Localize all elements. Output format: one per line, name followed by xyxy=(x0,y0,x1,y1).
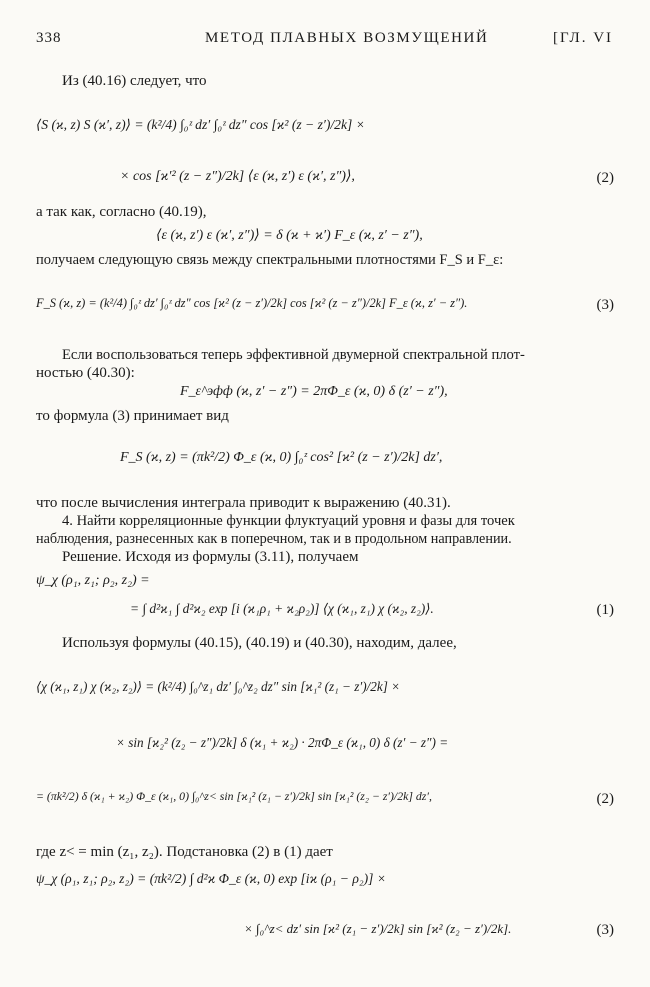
equation-number: (2) xyxy=(596,170,614,186)
text-line: а так как, согласно (40.19), xyxy=(36,204,207,220)
formula-line: × ∫₀^z< dz′ sin [ϰ² (z₁ − z′)/2k] sin [ϰ² (z₂ − z′)/2k]. xyxy=(244,921,512,936)
formula-line: F_S (ϰ, z) = (πk²/2) Φ_ε (ϰ, 0) ∫₀ᶻ cos² [ϰ² (z − z′)/2k] dz′, xyxy=(120,450,443,465)
formula-line: = ∫ d²ϰ₁ ∫ d²ϰ₂ exp [i (ϰ₁ρ₁ + ϰ₂ρ₂)] ⟨χ (ϰ₁, z₁) χ (ϰ₂, z₂)⟩. xyxy=(130,601,434,616)
text-line: 4. Найти корреляционные функции флуктуаций уровня и фазы для точек xyxy=(62,513,515,529)
equation-number: (1) xyxy=(596,602,614,618)
text-line: что после вычисления интеграла приводит к выражению (40.31). xyxy=(36,495,451,511)
text-line: Из (40.16) следует, что xyxy=(62,73,207,89)
text-line: получаем следующую связь между спектральными плотностями F_S и F_ε: xyxy=(36,252,504,268)
formula-line: ⟨ε (ϰ, z′) ε (ϰ′, z″)⟩ = δ (ϰ + ϰ′) F_ε (ϰ, z′ − z″), xyxy=(156,228,423,243)
running-title: МЕТОД ПЛАВНЫХ ВОЗМУЩЕНИЙ xyxy=(205,30,489,46)
text-line: наблюдения, разнесенных как в поперечном, так и в продольном направлении. xyxy=(36,531,512,547)
equation-number: (3) xyxy=(596,297,614,313)
equation-number: (3) xyxy=(596,922,614,938)
formula-line: F_ε^эфф (ϰ, z′ − z″) = 2πΦ_ε (ϰ, 0) δ (z′ − z″), xyxy=(180,384,448,399)
chapter-label: [ГЛ. VI xyxy=(553,30,614,46)
text-line: где z< = min (z₁, z₂). Подстановка (2) в (1) дает xyxy=(36,844,333,860)
formula-line: ⟨χ (ϰ₁, z₁) χ (ϰ₂, z₂)⟩ = (k²/4) ∫₀^z₁ dz′ ∫₀^z₂ dz″ sin [ϰ₁² (z₁ − z′)/2k] × xyxy=(36,679,401,694)
formula-line: ψ_χ (ρ₁, z₁; ρ₂, z₂) = (πk²/2) ∫ d²ϰ Φ_ε (ϰ, 0) exp [iϰ (ρ₁ − ρ₂)] × xyxy=(36,871,387,886)
formula-line: = (πk²/2) δ (ϰ₁ + ϰ₂) Φ_ε (ϰ₁, 0) ∫₀^z< sin [ϰ₁² (z₁ − z′)/2k] sin [ϰ₁² (z₂ − z′)/2k] dz′, xyxy=(36,789,432,803)
text-line: Используя формулы (40.15), (40.19) и (40.30), находим, далее, xyxy=(62,635,457,651)
text-line: Решение. Исходя из формулы (3.11), получаем xyxy=(62,549,359,565)
formula-line: ψ_χ (ρ₁, z₁; ρ₂, z₂) = xyxy=(36,573,150,588)
formula-line: F_S (ϰ, z) = (k²/4) ∫₀ᶻ dz′ ∫₀ᶻ dz″ cos [ϰ² (z − z′)/2k] cos [ϰ² (z − z″)/2k] F_ε (ϰ, z′ − z″). xyxy=(36,296,468,310)
equation-number: (2) xyxy=(596,791,614,807)
formula-line: ⟨S (ϰ, z) S (ϰ′, z)⟩ = (k²/4) ∫₀ᶻ dz′ ∫₀ᶻ dz″ cos [ϰ² (z − z′)/2k] × xyxy=(36,117,365,132)
page-number: 338 xyxy=(36,30,62,46)
formula-line: × cos [ϰ′² (z − z″)/2k] ⟨ε (ϰ, z′) ε (ϰ′, z″)⟩, xyxy=(120,169,355,184)
text-line: ностью (40.30): xyxy=(36,365,135,381)
text-line: то формула (3) принимает вид xyxy=(36,408,229,424)
formula-line: × sin [ϰ₂² (z₂ − z″)/2k] δ (ϰ₁ + ϰ₂) · 2πΦ_ε (ϰ₁, 0) δ (z′ − z″) = xyxy=(116,735,449,750)
text-line: Если воспользоваться теперь эффективной двумерной спектральной плот- xyxy=(62,347,525,363)
